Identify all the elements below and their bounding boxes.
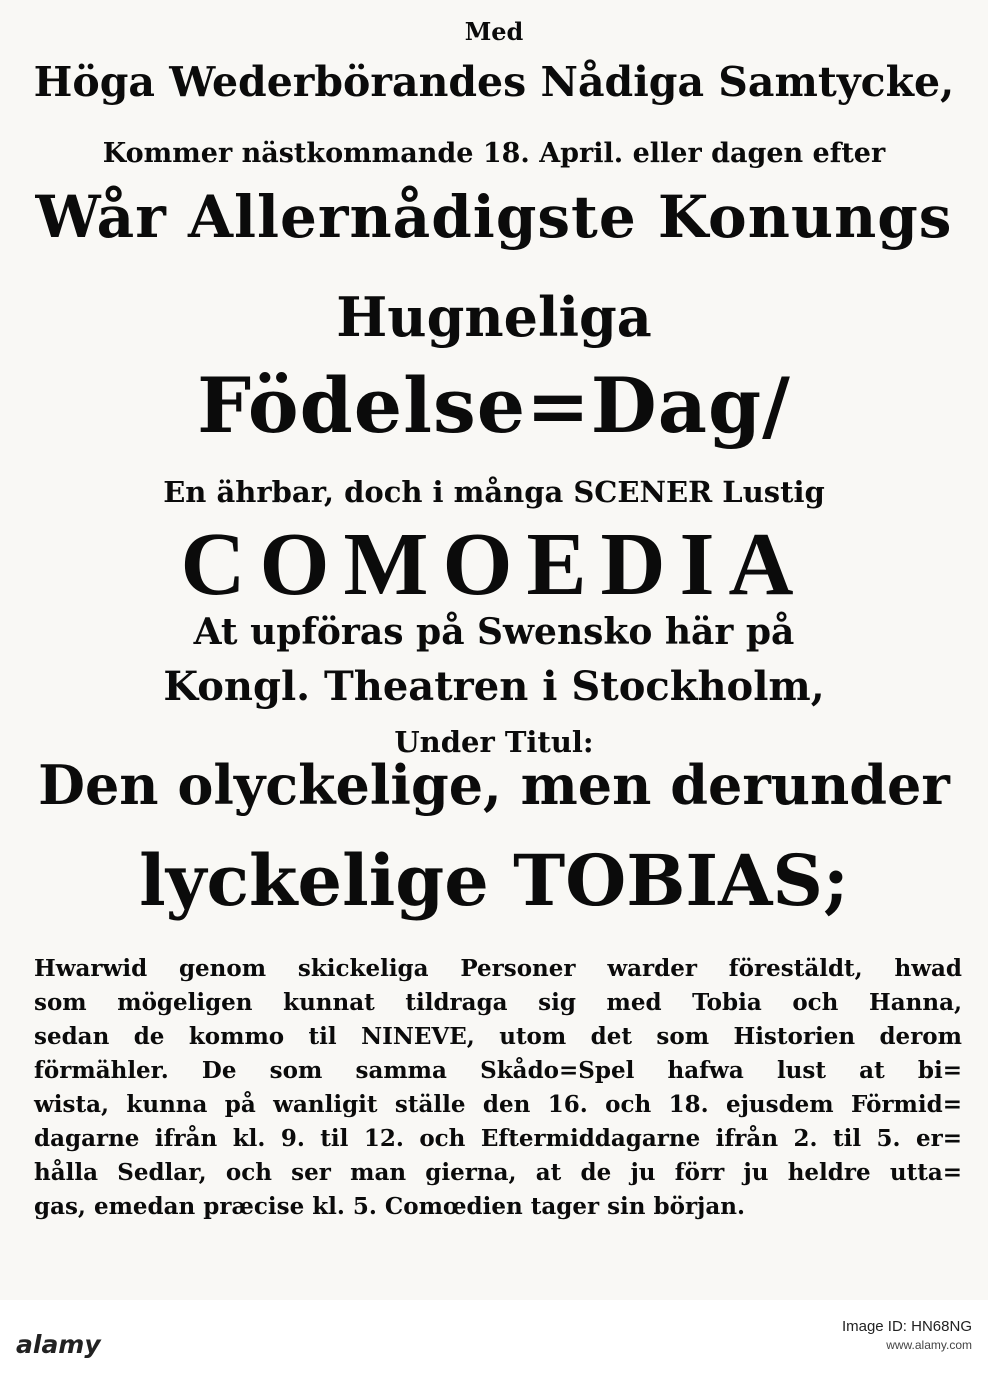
body-line: hålla Sedlar, och ser man gierna, at de ju förr ju heldre utta= [34, 1159, 962, 1186]
body-line: wista, kunna på wanligit ställe den 16. och 18. ejusdem Förmid= [34, 1091, 962, 1118]
body-line: sedan de kommo til NINEVE, utom det som Historien derom [34, 1023, 962, 1050]
heading-title-2: lyckelige TOBIAS; [139, 839, 849, 922]
heading-date-line: Kommer nästkommande 18. April. eller dagen efter [102, 138, 886, 169]
stock-footer [0, 1300, 988, 1390]
heading-comoedia: COMOEDIA [180, 515, 808, 614]
heading-birthday: Födelse=Dag/ [197, 361, 791, 450]
body-line: Hwarwid genom skickeliga Personer warder förestäldt, hwad [34, 955, 962, 982]
body-line: gas, emedan præcise kl. 5. Comœdien tager sin början. [34, 1193, 746, 1220]
site-url: www.alamy.com [886, 1338, 972, 1352]
body-line: som mögeligen kunnat tildraga sig med Tobia och Hanna, [34, 989, 962, 1016]
body-paragraph [34, 952, 962, 1224]
image-id: Image ID: HN68NG [841, 1318, 972, 1335]
image-meta [842, 1318, 972, 1352]
body-line: dagarne ifrån kl. 9. til 12. och Eftermiddagarne ifrån 2. til 5. er= [34, 1125, 962, 1152]
heading-title-1: Den olyckelige, men derunder [38, 753, 950, 817]
heading-consent: Höga Wederbörandes Nådiga Samtycke, [33, 58, 955, 106]
heading-under-titul: Under Titul: [394, 725, 594, 759]
heading-performed: At upföras på Swensko här på [193, 611, 795, 653]
heading-comedy-desc: En ährbar, doch i många SCENER Lustig [163, 475, 825, 509]
alamy-logo: alamy [16, 1330, 101, 1359]
heading-med: Med [464, 17, 524, 46]
heading-hugneliga: Hugneliga [336, 285, 652, 349]
heading-theatre: Kongl. Theatren i Stockholm, [163, 663, 825, 710]
body-line: förmähler. De som samma Skådo=Spel hafwa lust at bi= [34, 1057, 962, 1084]
heading-king: Wår Allernådigste Konungs [35, 183, 953, 251]
